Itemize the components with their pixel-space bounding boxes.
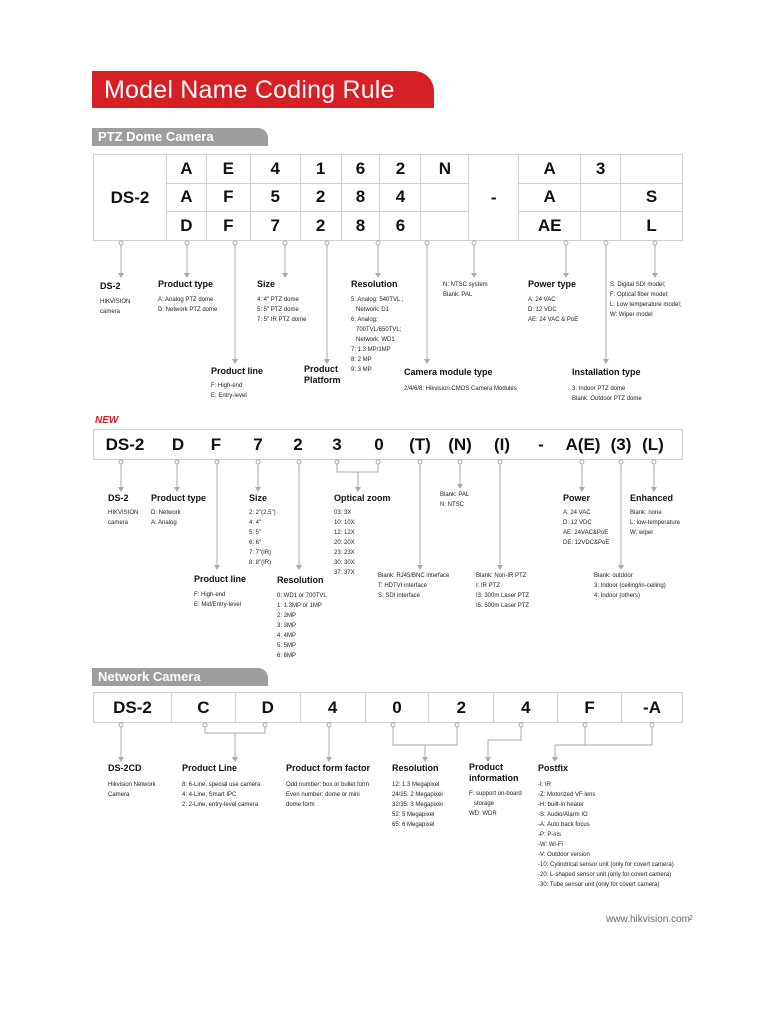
- ptz-desc-power-type: A: 24 VAC D: 12 VDC AE: 24 VAC & PoE: [528, 297, 579, 323]
- arrow-down-icon: [603, 359, 609, 364]
- ptz-code: S: [621, 183, 683, 212]
- network-code: C: [171, 693, 235, 723]
- connector-dot: [297, 460, 301, 464]
- arrow-down-icon: [118, 487, 124, 492]
- page-number: 2: [689, 915, 693, 922]
- turbo-code: (N): [448, 435, 472, 454]
- turbo-desc-optical-zoom: 03: 3X 10: 10X 12: 12X 20: 20X 23: 23X 30: 30X 37: 37X: [334, 510, 355, 576]
- connector-line: [337, 463, 378, 490]
- ptz-desc-sdi: S: Digital SDI model; F: Optical fiber model; L: Low temperature model; W: Wiper model: [610, 282, 682, 318]
- arrow-down-icon: [214, 565, 220, 570]
- connector-dot: [619, 460, 623, 464]
- turbo-code: 3: [332, 435, 342, 454]
- connector-dot: [203, 723, 207, 727]
- network-desc-product-line: 8: 6-Line, special use camera 4: 4-Line, Smart IPC 2: 2-Line, entry-level camera: [182, 782, 261, 808]
- ptz-code: 8: [341, 212, 380, 241]
- network-label-postfix: Postfix: [538, 763, 569, 773]
- network-code: F: [558, 693, 622, 723]
- arrow-down-icon: [118, 273, 124, 278]
- ptz-code: 2: [300, 183, 341, 212]
- ptz-desc-camera-module: 2/4/6/8: Hikvision CMOS Camera Modules: [404, 386, 517, 392]
- arrow-down-icon: [118, 757, 124, 762]
- ptz-code: 2: [380, 155, 421, 184]
- ptz-label-product-type: Product type: [158, 279, 214, 289]
- arrow-down-icon: [232, 757, 238, 762]
- turbo-desc-ds2: HIKVISION camera: [108, 510, 139, 526]
- connector-dot: [580, 460, 584, 464]
- turbo-code: F: [210, 435, 222, 454]
- ptz-label-product-line: Product line: [211, 366, 264, 376]
- network-code: 4: [300, 693, 365, 723]
- turbo-code: -: [538, 435, 544, 454]
- ptz-code: 2: [300, 212, 341, 241]
- arrow-down-icon: [326, 757, 332, 762]
- ptz-code: 7: [250, 212, 300, 241]
- ptz-code: 4: [250, 155, 300, 184]
- connector-dot: [604, 241, 608, 245]
- turbo-code: 0: [374, 435, 384, 454]
- turbo-label-enhanced: Enhanced: [630, 493, 674, 503]
- arrow-down-icon: [232, 359, 238, 364]
- turbo-label-size: Size: [249, 493, 268, 503]
- connector-dot: [119, 241, 123, 245]
- network-code: -A: [622, 693, 683, 723]
- arrow-down-icon: [296, 565, 302, 570]
- connector-line: [488, 726, 521, 760]
- network-code: 0: [365, 693, 429, 723]
- turbo-desc-outdoor: Blank: outdoor 3: Indoor (ceiling/in-ceiling) 4: Indoor (others): [594, 573, 666, 599]
- ptz-code: A: [519, 183, 581, 212]
- turbo-desc-interface: Blank: RJ45/BNC interface T: HDTVI interface S: SDI interface: [378, 573, 450, 599]
- arrow-down-icon: [184, 273, 190, 278]
- connector-line: [205, 726, 265, 760]
- connector-line: [393, 726, 457, 760]
- footer-url: www.hikvision.com: [606, 914, 690, 925]
- ptz-desc-size: 4: 4" PTZ dome 5: 5" PTZ dome 7: 5" IR PTZ dome: [257, 297, 307, 323]
- connector-dot: [283, 241, 287, 245]
- turbo-code: 7: [253, 435, 263, 454]
- connector-dot: [652, 460, 656, 464]
- page-title: Model Name Coding Rule: [92, 71, 434, 108]
- network-desc-product-info: F: support on-board storage WD: WDR: [469, 791, 522, 817]
- connector-dot: [233, 241, 237, 245]
- arrow-down-icon: [485, 757, 491, 762]
- ptz-label-resolution: Resolution: [351, 279, 398, 289]
- connector-dot: [564, 241, 568, 245]
- arrow-down-icon: [174, 487, 180, 492]
- network-label-form-factor: Product form factor: [286, 763, 371, 773]
- network-desc-ds2cd: Hikvision Network Camera: [108, 782, 156, 798]
- connector-dot: [425, 241, 429, 245]
- turbo-label-ds2: DS-2: [108, 493, 129, 503]
- arrow-down-icon: [651, 487, 657, 492]
- turbo-code: (L): [642, 435, 664, 454]
- network-label-product-line: Product Line: [182, 763, 238, 773]
- arrow-down-icon: [424, 359, 430, 364]
- ptz-code: 5: [250, 183, 300, 212]
- network-label-resolution: Resolution: [392, 763, 439, 773]
- ptz-code: N: [421, 155, 469, 184]
- ptz-desc-ds2: HIKVISION camera: [100, 299, 131, 315]
- ptz-desc-resolution: 5: Analog: 540TVL ; Network: D1 6: Analog: 700TVL/650TVL; Network: WD1 7: 1.3 MP/1MP 8: 2 MP 9: 3 MP: [351, 297, 404, 373]
- turbo-desc-resolution: 0: WD1 or 700TVL 1: 1.3MP or 1MP 2: 2MP 3: 3MP 4: 4MP 5: 5MP 6: 6MP: [277, 593, 327, 659]
- ptz-code: 4: [380, 183, 421, 212]
- ptz-code: A: [166, 155, 206, 184]
- turbo-desc-power: A: 24 VAC D: 12 VDC AE: 24VAC&PoE DE: 12VDC&PoE: [563, 510, 610, 546]
- connector-dot: [185, 241, 189, 245]
- connector-dot: [455, 723, 459, 727]
- arrow-down-icon: [355, 487, 361, 492]
- network-desc-resolution: 12: 1.3 Megapixel 24/25: 2 Megapixel 32/35: 3 Megapixel 52: 5 Megapixel 65: 6 Megapixel: [392, 782, 443, 828]
- network-desc-postfix: -I: IR -Z: Motorized VF lens -H: built-in heater -S: Audio/Alarm IO -A: Auto back focus -P: P-iris -W: Wi-Fi -V: Outdoor version -10: Cylindrical sensor unit (only for covert camera) -20: L-shaped sensor unit (only for covert camera) -30: Tube sensor unit (only for covert camera): [538, 782, 674, 888]
- turbo-label-power: Power: [563, 493, 591, 503]
- connector-dot: [263, 723, 267, 727]
- turbo-label-product-type: Product type: [151, 493, 207, 503]
- ptz-label-installation: Installation type: [572, 367, 641, 377]
- connector-dot: [418, 460, 422, 464]
- arrow-down-icon: [563, 273, 569, 278]
- network-label-product-info: Product information: [469, 762, 519, 783]
- network-code: DS-2: [94, 693, 172, 723]
- turbo-desc-enhanced: Blank: none L: low-temperature W: wiper: [630, 510, 681, 536]
- turbo-desc-pal: Blank: PAL N: NTSC: [440, 492, 470, 508]
- connector-dot: [327, 723, 331, 727]
- turbo-label-product-line: Product line: [194, 574, 247, 584]
- network-desc-form-factor: Odd number: box or bullet form Even number: dome or mini dome form: [286, 782, 370, 808]
- turbo-code: (T): [409, 435, 431, 454]
- arrow-down-icon: [422, 757, 428, 762]
- turbo-desc-product-type: D: Network A: Analog: [151, 510, 181, 526]
- ptz-label-size: Size: [257, 279, 276, 289]
- ptz-label-ds2: DS-2: [100, 281, 121, 291]
- ptz-code: A: [519, 155, 581, 184]
- ptz-code: D: [166, 212, 206, 241]
- turbo-label-resolution: Resolution: [277, 575, 324, 585]
- arrow-down-icon: [497, 565, 503, 570]
- ptz-label-power-type: Power type: [528, 279, 577, 289]
- turbo-code: 2: [293, 435, 303, 454]
- network-code: 2: [429, 693, 494, 723]
- arrow-down-icon: [255, 487, 261, 492]
- ptz-prefix: DS-2: [94, 155, 167, 241]
- connector-dot: [119, 460, 123, 464]
- network-code: D: [235, 693, 300, 723]
- connector-dot: [458, 460, 462, 464]
- connector-dot: [256, 460, 260, 464]
- connector-dot: [335, 460, 339, 464]
- connector-dot: [653, 241, 657, 245]
- ptz-code: 8: [341, 183, 380, 212]
- turbo-code: A(E): [565, 435, 601, 454]
- arrow-down-icon: [552, 757, 558, 762]
- connector-dot: [498, 460, 502, 464]
- ptz-dash: -: [469, 155, 519, 241]
- arrow-down-icon: [375, 273, 381, 278]
- new-label: NEW: [95, 415, 119, 426]
- connector-dot: [472, 241, 476, 245]
- connector-dot: [391, 723, 395, 727]
- connector-dot: [376, 241, 380, 245]
- turbo-code: (3): [610, 435, 632, 454]
- arrow-down-icon: [282, 273, 288, 278]
- arrow-down-icon: [457, 484, 463, 489]
- connector-dot: [325, 241, 329, 245]
- ptz-code: A: [166, 183, 206, 212]
- section-title-network: Network Camera: [92, 668, 268, 686]
- turbo-code: DS-2: [105, 435, 145, 454]
- connector-dot: [119, 723, 123, 727]
- ptz-desc-installation: 3: Indoor PTZ dome Blank: Outdoor PTZ dome: [572, 386, 642, 402]
- ptz-desc-product-line: F: High-end E: Entry-level: [211, 383, 247, 399]
- ptz-code: F: [206, 212, 250, 241]
- ptz-code: 1: [300, 155, 341, 184]
- connector-dot: [583, 723, 587, 727]
- ptz-desc-product-type: A: Analog PTZ dome D: Network PTZ dome: [158, 297, 218, 313]
- ptz-code: 6: [380, 212, 421, 241]
- turbo-code: D: [171, 435, 185, 454]
- network-label-ds2cd: DS-2CD: [108, 763, 142, 773]
- connector-dot: [175, 460, 179, 464]
- ptz-code: 6: [341, 155, 380, 184]
- ptz-label-camera-module: Camera module type: [404, 367, 493, 377]
- turbo-label-optical-zoom: Optical zoom: [334, 493, 391, 503]
- network-code: 4: [494, 693, 558, 723]
- ptz-code: AE: [519, 212, 581, 241]
- turbo-desc-product-line: F: High-end E: Mid/Entry-level: [194, 592, 242, 608]
- arrow-down-icon: [471, 273, 477, 278]
- ptz-code: 3: [581, 155, 621, 184]
- ptz-code: E: [206, 155, 250, 184]
- arrow-down-icon: [417, 565, 423, 570]
- ptz-code: F: [206, 183, 250, 212]
- ptz-label-product-platform: Product Platform: [304, 364, 341, 385]
- ptz-desc-ntsc: N: NTSC system Blank: PAL: [443, 282, 488, 298]
- turbo-desc-size: 2: 2"(2.5") 4: 4" 5: 5" 6: 6" 7: 7"(IR) 8: 8"(IR): [249, 510, 276, 566]
- connector-dot: [376, 460, 380, 464]
- turbo-desc-ir: Blank: Non-IR PTZ I: IR PTZ I3: 300m Laser PTZ I5: 500m Laser PTZ: [476, 573, 530, 609]
- arrow-down-icon: [579, 487, 585, 492]
- arrow-down-icon: [324, 359, 330, 364]
- connector-dot: [215, 460, 219, 464]
- ptz-code: L: [621, 212, 683, 241]
- section-title-ptz: PTZ Dome Camera: [92, 128, 268, 146]
- arrow-down-icon: [652, 273, 658, 278]
- connector-dot: [519, 723, 523, 727]
- connector-dot: [650, 723, 654, 727]
- turbo-code: (I): [493, 435, 511, 454]
- connector-line: [555, 726, 652, 760]
- arrow-down-icon: [618, 565, 624, 570]
